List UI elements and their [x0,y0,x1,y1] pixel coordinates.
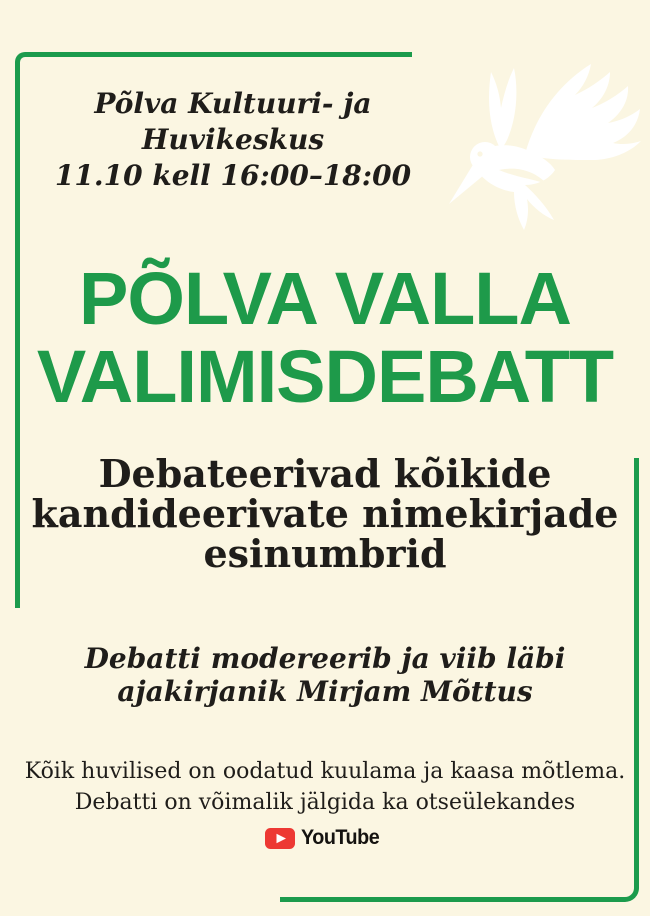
moderator-line-2: ajakirjanik Mirjam Mõttus [117,675,533,708]
youtube-logo [0,826,650,850]
venue-name: Põlva Kultuuri- ja Huvikeskus [94,87,372,156]
youtube-play-icon [265,828,295,849]
moderator-line-1: Debatti modereerib ja viib läbi [84,642,566,675]
hummingbird-icon [441,58,646,238]
poster-title [0,257,650,418]
title-line-2: VALIMISDEBATT [36,335,614,418]
moderator-note [0,642,650,708]
youtube-wordmark: YouTube [301,826,380,849]
subtitle-line-3: esinumbrid [203,531,447,576]
info-line-2: Debatti on võimalik jälgida ka otseülekandes [74,790,576,815]
subtitle-line-2: kandideerivate nimekirjade [31,491,619,536]
event-venue-datetime [18,86,448,194]
poster-subtitle [0,451,650,576]
info-line-1: Kõik huvilised on oodatud kuulama ja kaasa mõtlema. [24,759,626,784]
subtitle-line-1: Debateerivad kõikide [98,451,552,496]
event-datetime: 11.10 kell 16:00–18:00 [54,159,412,192]
title-line-1: PÕLVA VALLA [79,257,571,340]
audience-info [0,756,650,818]
